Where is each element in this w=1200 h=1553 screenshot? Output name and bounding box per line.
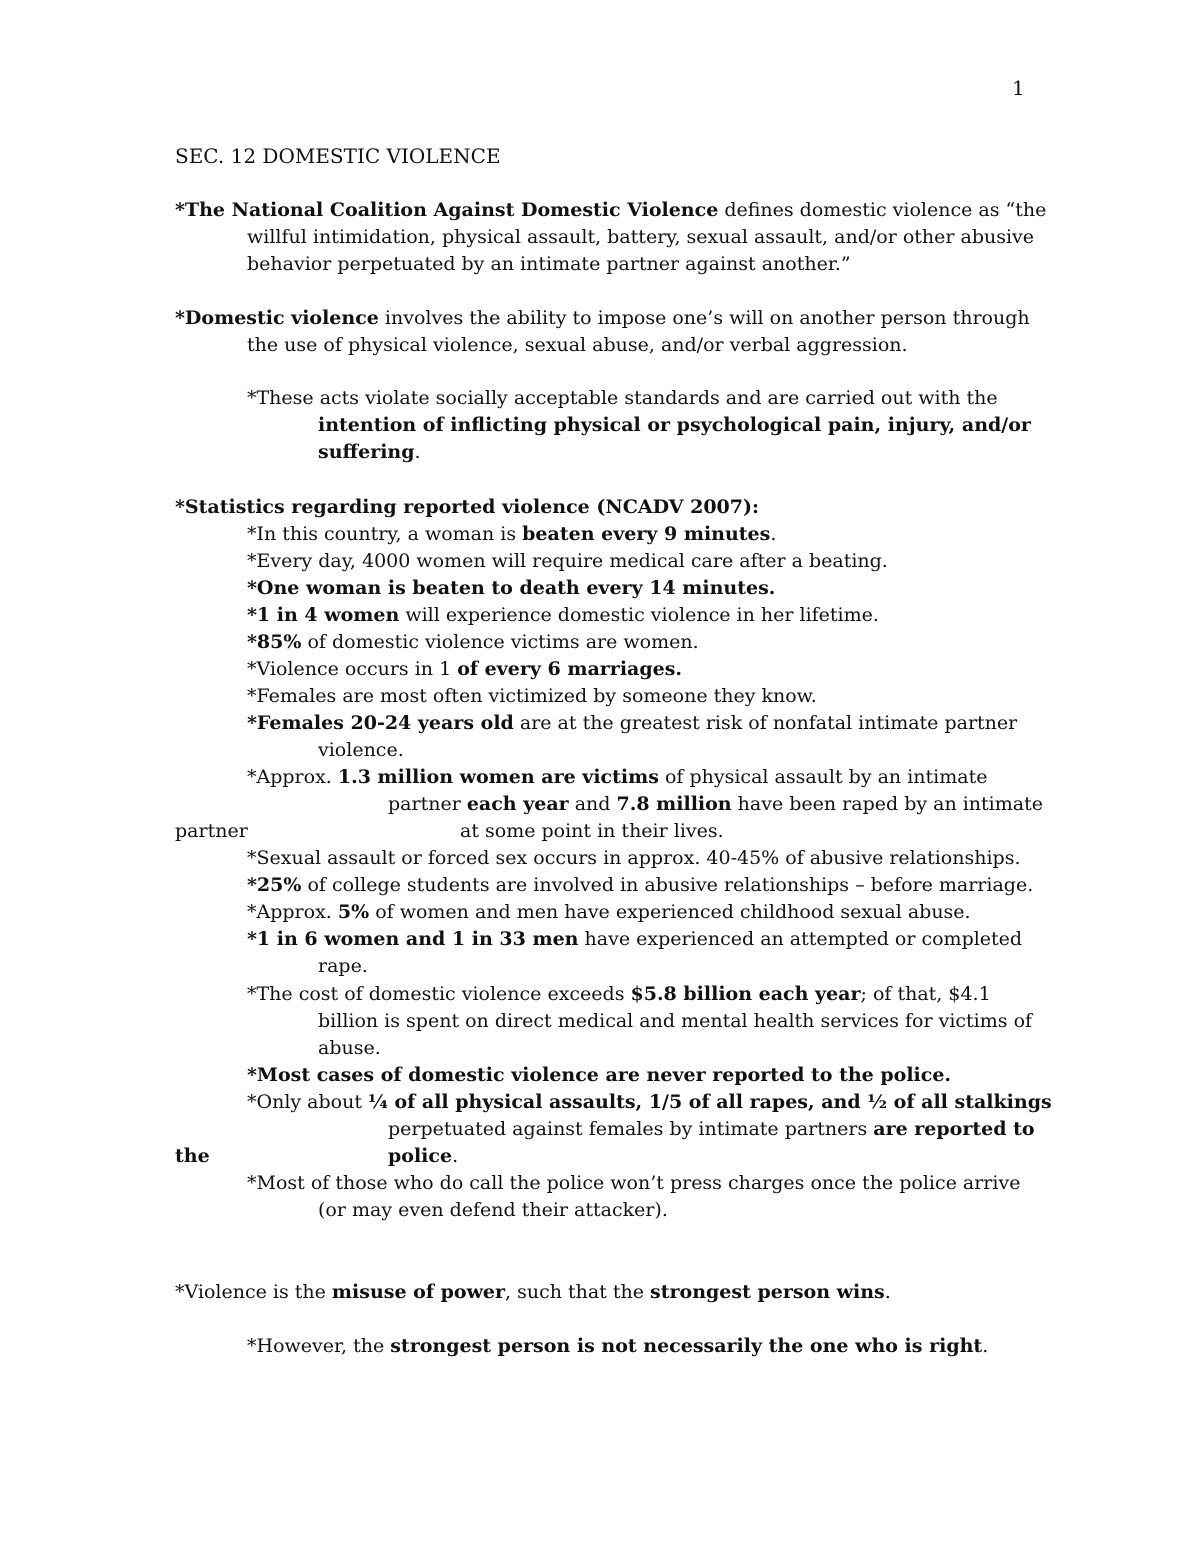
- stat-item-continued: rape.: [318, 955, 368, 977]
- acts-line-1: *These acts violate socially acceptable standards and are carried out with the: [247, 387, 998, 409]
- stat-item: *One woman is beaten to death every 14 minutes.: [247, 577, 776, 599]
- stat-item-continued: billion is spent on direct medical and mental health services for victims of: [318, 1010, 1033, 1032]
- stat-item-wrap-word: the: [175, 1145, 210, 1167]
- ncadv-name: *The National Coalition Against Domestic Violence: [175, 199, 719, 221]
- power-line: *Violence is the misuse of power, such that the strongest person wins.: [175, 1281, 891, 1303]
- stat-item-continued: police.: [388, 1145, 459, 1167]
- stat-item: *Approx. 1.3 million women are victims of physical assault by an intimate: [247, 766, 988, 788]
- however-line: *However, the strongest person is not necessarily the one who is right.: [247, 1335, 989, 1357]
- section-heading: SEC. 12 DOMESTIC VIOLENCE: [175, 144, 501, 168]
- stat-item: *Most of those who do call the police won’t press charges once the police arrive: [247, 1172, 1021, 1194]
- stat-item: *25% of college students are involved in abusive relationships – before marriage.: [247, 874, 1034, 896]
- dv-line-1: *Domestic violence involves the ability to impose one’s will on another person through: [175, 307, 1030, 329]
- definition-line-1: *The National Coalition Against Domestic Violence defines domestic violence as “the: [175, 199, 1047, 221]
- page-number: 1: [1012, 76, 1025, 100]
- stat-item-continued: perpetuated against females by intimate partners are reported to: [388, 1118, 1035, 1140]
- stat-item: *Violence occurs in 1 of every 6 marriages.: [247, 658, 683, 680]
- stat-item-continued: at some point in their lives.: [460, 820, 724, 842]
- stat-item: *Approx. 5% of women and men have experienced childhood sexual abuse.: [247, 901, 971, 923]
- stat-item: *1 in 4 women will experience domestic violence in her lifetime.: [247, 604, 879, 626]
- stat-item: *1 in 6 women and 1 in 33 men have experienced an attempted or completed: [247, 928, 1023, 950]
- stat-item-wrap-word: partner: [175, 820, 248, 842]
- acts-line-2: intention of inflicting physical or psychological pain, injury, and/or: [318, 414, 1031, 436]
- stat-item: *Females are most often victimized by someone they know.: [247, 685, 817, 707]
- definition-line-2: willful intimidation, physical assault, battery, sexual assault, and/or other abusive: [247, 226, 1035, 248]
- stat-item: *The cost of domestic violence exceeds $5.8 billion each year; of that, $4.1: [247, 983, 991, 1005]
- stat-item-continued: violence.: [318, 739, 404, 761]
- stat-item: *Sexual assault or forced sex occurs in approx. 40-45% of abusive relationships.: [247, 847, 1021, 869]
- stat-item: *Only about ¼ of all physical assaults, 1/5 of all rapes, and ½ of all stalkings: [247, 1091, 1052, 1113]
- definition-line-3: behavior perpetuated by an intimate partner against another.”: [247, 253, 851, 275]
- stat-item: *In this country, a woman is beaten every 9 minutes.: [247, 523, 777, 545]
- stat-item: *Most cases of domestic violence are never reported to the police.: [247, 1064, 952, 1086]
- stat-item-continued: (or may even defend their attacker).: [318, 1199, 668, 1221]
- stat-item-continued: abuse.: [318, 1037, 381, 1059]
- stat-item: *Every day, 4000 women will require medical care after a beating.: [247, 550, 888, 572]
- stats-heading: *Statistics regarding reported violence (NCADV 2007):: [175, 496, 759, 518]
- stat-item: *Females 20-24 years old are at the greatest risk of nonfatal intimate partner: [247, 712, 1018, 734]
- stat-item-continued: partner each year and 7.8 million have been raped by an intimate: [388, 793, 1043, 815]
- acts-line-3: suffering.: [318, 441, 421, 463]
- dv-line-2: the use of physical violence, sexual abuse, and/or verbal aggression.: [247, 334, 908, 356]
- stat-item: *85% of domestic violence victims are women.: [247, 631, 699, 653]
